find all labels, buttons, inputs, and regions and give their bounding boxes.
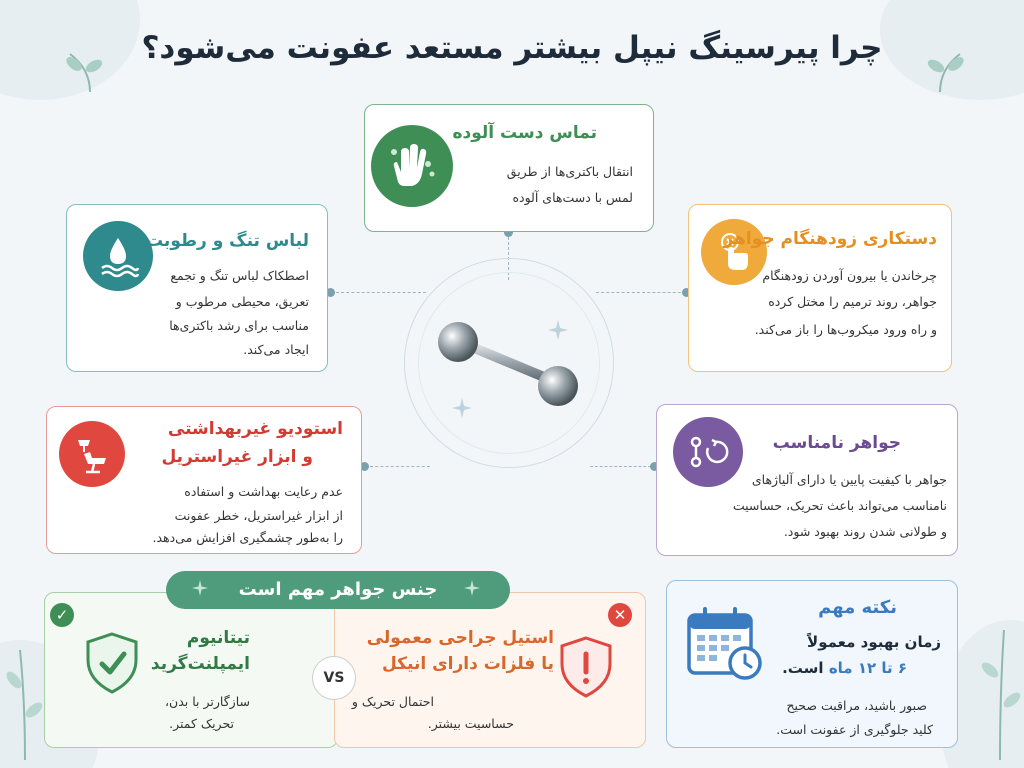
card-text: نامناسب می‌تواند باعث تحریک، حساسیت: [732, 498, 947, 513]
sparkle-icon: [464, 580, 480, 596]
sparkle-icon: [548, 320, 568, 340]
card-title: و ابزار غیراستریل: [161, 447, 313, 467]
card-contaminated-hand: [364, 104, 654, 232]
connector-line: [596, 292, 686, 293]
check-badge-icon: ✓: [50, 603, 74, 627]
card-text: ایجاد می‌کند.: [243, 342, 309, 357]
shield-check-icon: [84, 632, 140, 694]
water-drop-icon: [83, 221, 153, 291]
leaf-decoration-bottom-left: [0, 640, 50, 760]
good-material-desc: سازگارتر با بدن،: [165, 694, 250, 709]
x-badge-icon: ✕: [608, 603, 632, 627]
card-text: عدم رعایت بهداشت و استفاده: [184, 484, 343, 499]
card-unhygienic-studio: [46, 406, 362, 554]
connector-line: [336, 292, 426, 293]
note-suffix: است.: [782, 659, 824, 677]
card-text: جواهر با کیفیت پایین یا دارای آلیاژهای: [751, 472, 947, 487]
calendar-clock-icon: [685, 605, 767, 685]
bad-material-desc: حساسیت بیشتر.: [427, 716, 514, 731]
material-banner: جنس جواهر مهم است: [166, 571, 510, 609]
dirty-hand-icon: [371, 125, 453, 207]
card-unsuitable-jewelry: [656, 404, 958, 556]
card-text: مناسب برای رشد باکتری‌ها: [169, 318, 309, 333]
leaf-decoration-bottom-right: [972, 620, 1024, 760]
note-range: ۶ تا ۱۲ ماه: [828, 659, 907, 677]
shield-alert-icon: [558, 636, 614, 698]
bad-material-title: یا فلزات دارای انیکل: [381, 654, 554, 674]
good-material-title: ایمپلنت‌گرید: [150, 654, 250, 674]
card-tight-clothing: [66, 204, 328, 372]
card-text: انتقال باکتری‌ها از طریق: [506, 164, 633, 179]
note-tip: صبور باشید، مراقبت صحیح: [786, 698, 927, 713]
card-title: جواهر نامناسب: [772, 433, 901, 453]
vs-badge: VS: [312, 656, 356, 700]
card-text: اصطکاک لباس تنگ و تجمع: [170, 268, 309, 283]
note-text: زمان بهبود معمولاً: [807, 633, 941, 651]
card-title: لباس تنگ و رطوبت: [145, 231, 309, 251]
good-material-title: تیتانیوم: [186, 628, 250, 648]
card-text: را به‌طور چشمگیری افزایش می‌دهد.: [152, 530, 343, 545]
card-text: از ابزار غیراستریل، خطر عفونت: [174, 508, 343, 523]
sparkle-icon: [452, 398, 472, 418]
card-text: لمس با دست‌های آلوده: [512, 190, 633, 205]
card-text: و راه ورود میکروب‌ها را باز می‌کند.: [754, 322, 937, 337]
bad-material-desc: احتمال تحریک و: [351, 694, 434, 709]
page-title: چرا پیرسینگ نیپل بیشتر مستعد عفونت می‌شود؟: [141, 30, 883, 66]
card-text: چرخاندن یا بیرون آوردن زودهنگام: [762, 268, 937, 283]
chair-lamp-icon: [59, 421, 125, 487]
note-text: [782, 655, 907, 681]
good-material-desc: تحریک کمتر.: [169, 716, 234, 731]
connector-line: [590, 466, 656, 467]
ring-icon: [673, 417, 743, 487]
card-title: دستکاری زودهنگام جواهر: [723, 229, 937, 249]
sparkle-icon: [192, 580, 208, 596]
card-text: تعریق، محیطی مرطوب و: [175, 294, 309, 309]
note-title: نکته مهم: [818, 597, 897, 618]
connector-line: [370, 466, 430, 467]
card-title: استودیو غیربهداشتی: [167, 419, 343, 439]
card-text: و طولانی شدن روند بهبود شود.: [783, 524, 947, 539]
card-text: جواهر، روند ترمیم را مختل کرده: [768, 294, 937, 309]
card-early-change: [688, 204, 952, 372]
card-title: تماس دست آلوده: [452, 123, 597, 143]
note-tip: کلید جلوگیری از عفونت است.: [776, 722, 933, 737]
bad-material-title: استیل جراحی معمولی: [366, 628, 554, 648]
important-note-card: [666, 580, 958, 748]
